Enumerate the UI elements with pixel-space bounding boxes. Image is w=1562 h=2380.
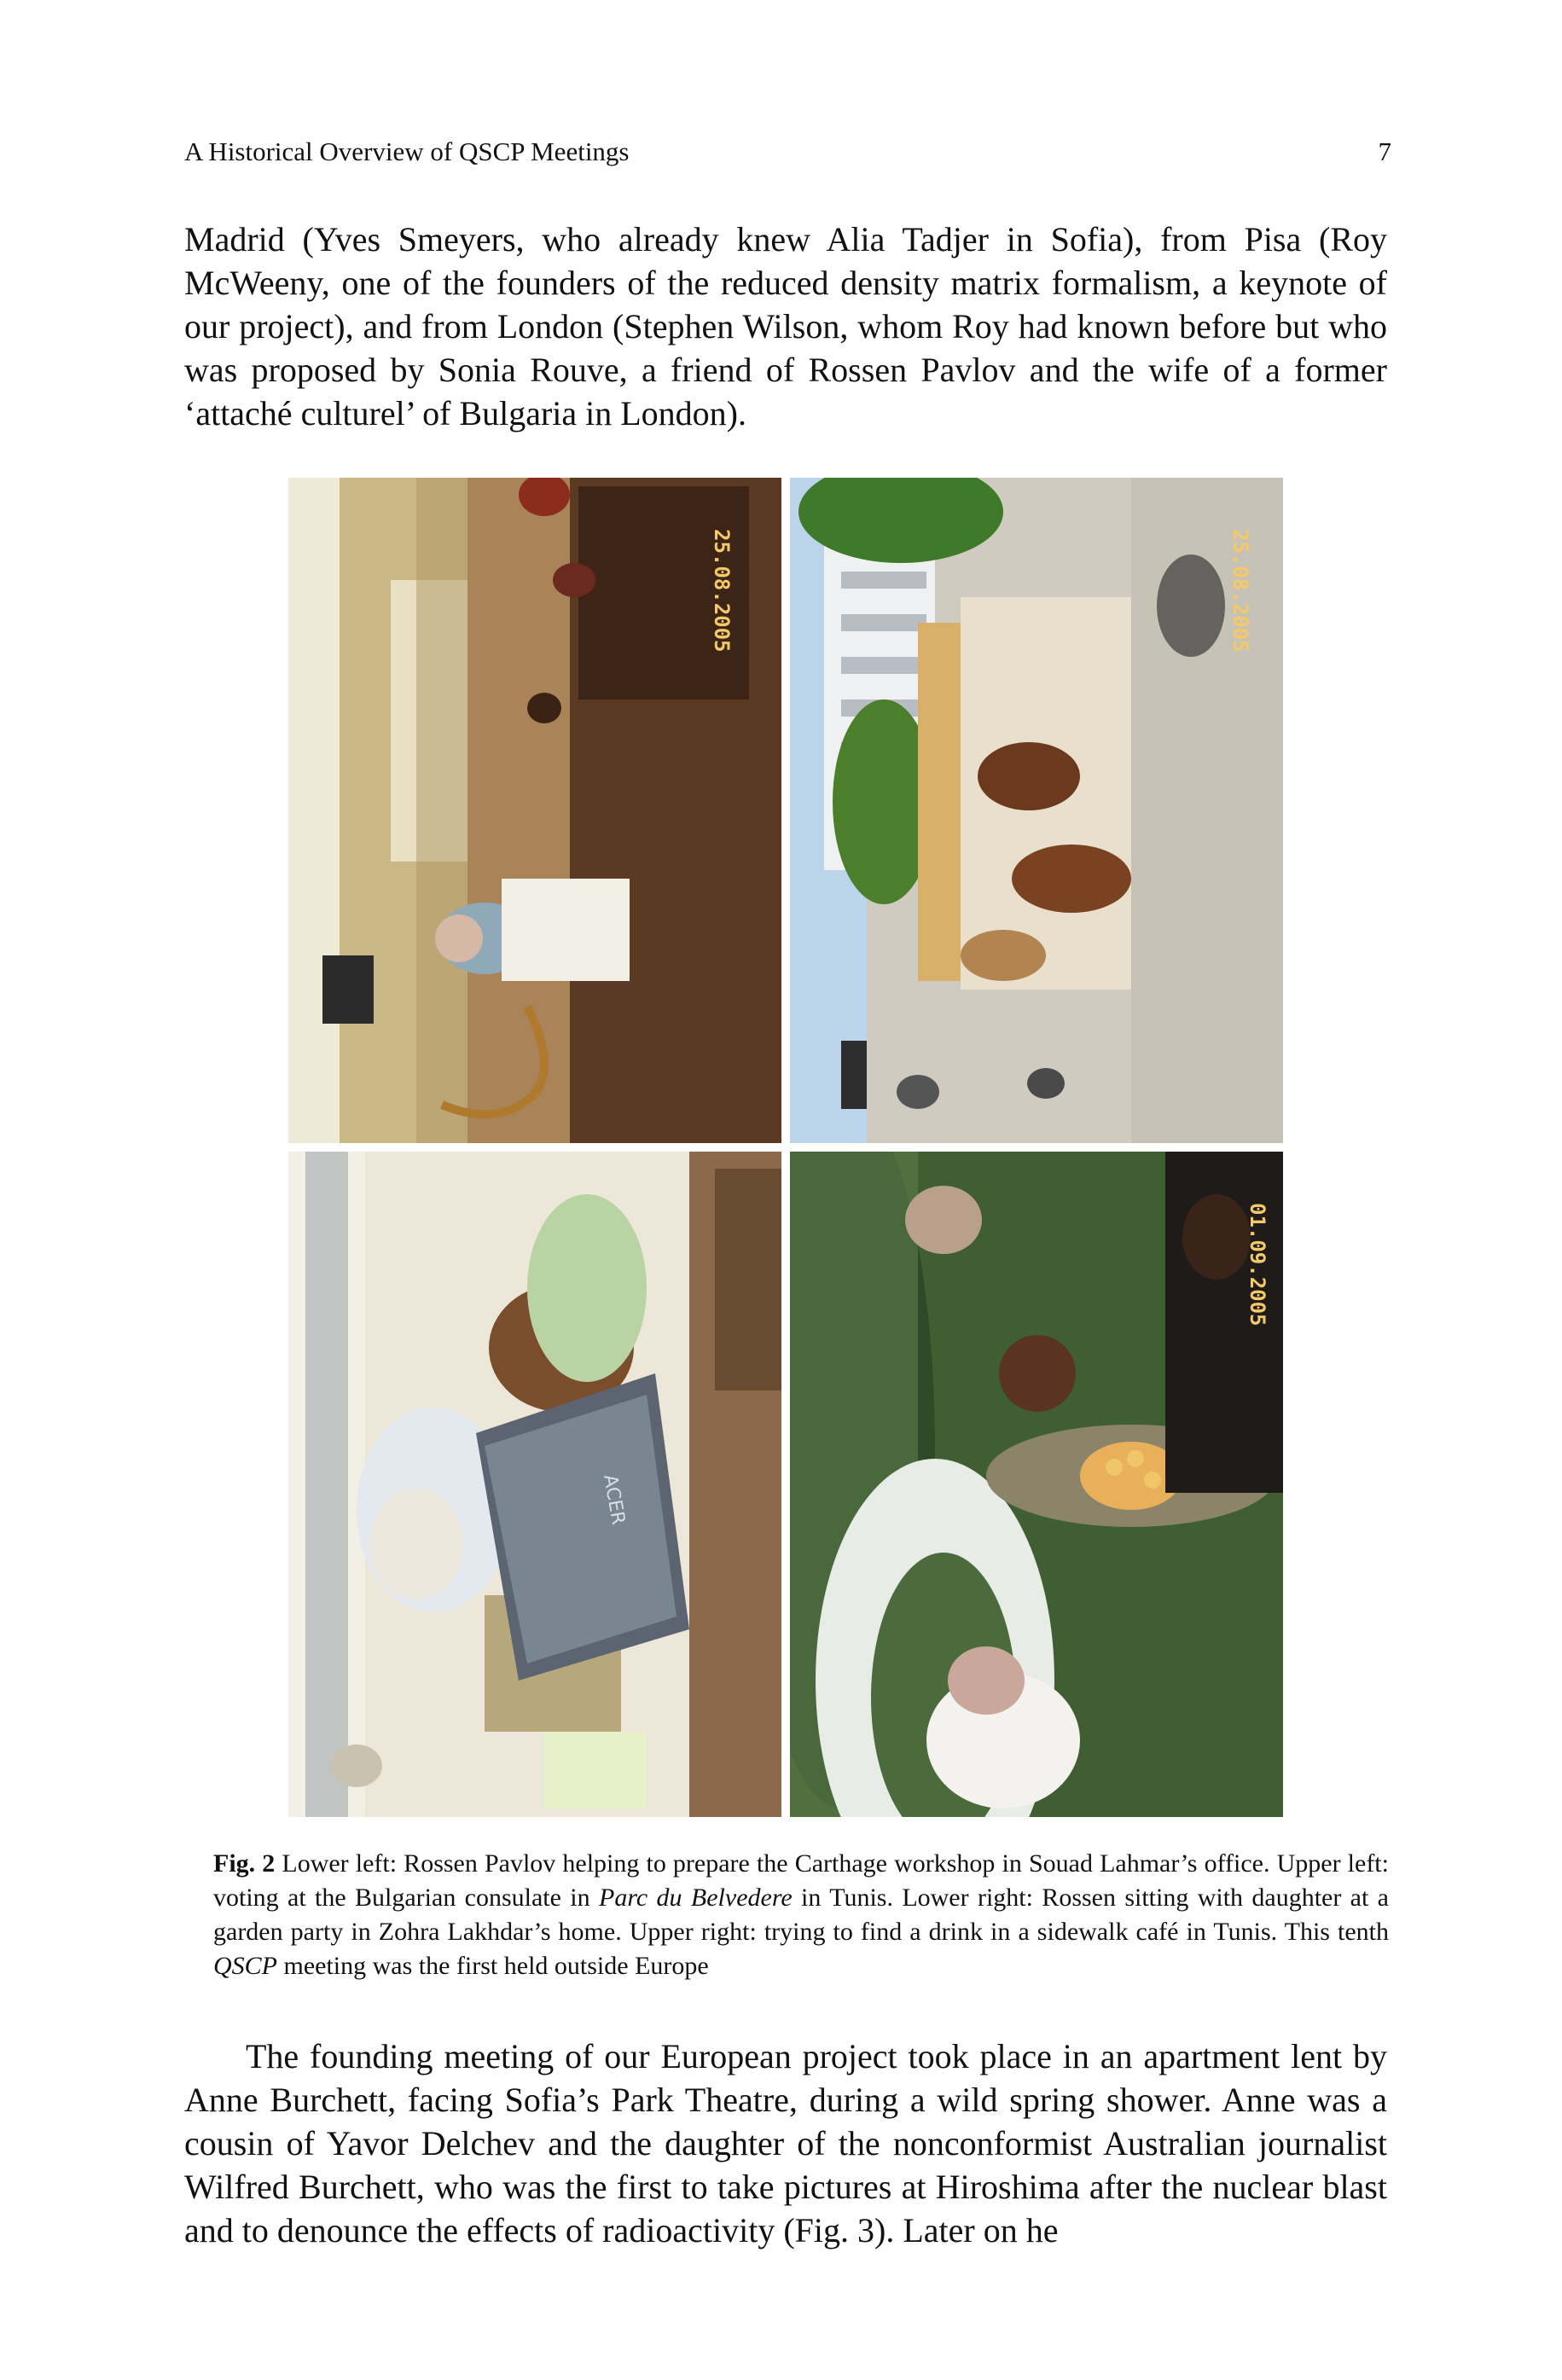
photo-upper-left xyxy=(288,478,781,1143)
body-paragraph-2: The founding meeting of our European project took place in an apartment lent by Anne Burchett, facing Sofia’s Park Theatre, during a wild spring shower. Anne was a cousin of Yavor Delchev and the daughter of the nonconformist Australian journalist Wilfred Burchett, who was the first to take pictures at Hiroshima after the nuclear blast and to denounce the effects of radioactivity (Fig. 3). Later on he xyxy=(184,2037,1387,2249)
photo-lower-left xyxy=(288,1152,781,1817)
figure-caption xyxy=(213,1847,1389,1983)
running-head-title: A Historical Overview of QSCP Meetings xyxy=(184,136,630,166)
page-number: 7 xyxy=(1378,136,1391,166)
caption-text-2: in Tunis. Lower right: Rossen sitting with daughter at a garden party in Zohra Lakhdar’s home. Upper right: trying to find a drink in a sidewalk café in Tunis. This tenth xyxy=(213,1884,1389,1946)
body-paragraph-1: Madrid (Yves Smeyers, who already knew Alia Tadjer in Sofia), from Pisa (Roy McWeeny, one of the founders of the reduced density matrix formalism, a keynote of our project), and from London (Stephen Wilson, whom Roy had known before but who was proposed by Sonia Rouve, a friend of Rossen Pavlov and the wife of a former ‘attaché culturel’ of Bulgaria in London). xyxy=(184,220,1387,432)
photo-lower-right xyxy=(790,1152,1283,1817)
laptop-brand-text: ACER xyxy=(599,1472,629,1527)
running-head xyxy=(184,136,1391,171)
caption-text-1: Lower left: Rossen Pavlov helping to prepare the Carthage workshop in Souad Lahmar’s office. Upper left: voting at the Bulgarian consulate in xyxy=(213,1849,1389,1912)
date-stamp: 25.08.2005 xyxy=(1228,529,1252,653)
date-stamp: 01.09.2005 xyxy=(1246,1203,1269,1326)
caption-text-3: meeting was the first held outside Europe xyxy=(277,1952,709,1980)
photo-upper-right xyxy=(790,478,1283,1143)
caption-italic-2: QSCP xyxy=(213,1952,277,1980)
figure-2 xyxy=(288,478,1286,1819)
date-stamp: 25.08.2005 xyxy=(710,529,734,653)
caption-italic-1: Parc du Belvedere xyxy=(599,1884,793,1912)
figure-label: Fig. 2 xyxy=(213,1849,276,1878)
